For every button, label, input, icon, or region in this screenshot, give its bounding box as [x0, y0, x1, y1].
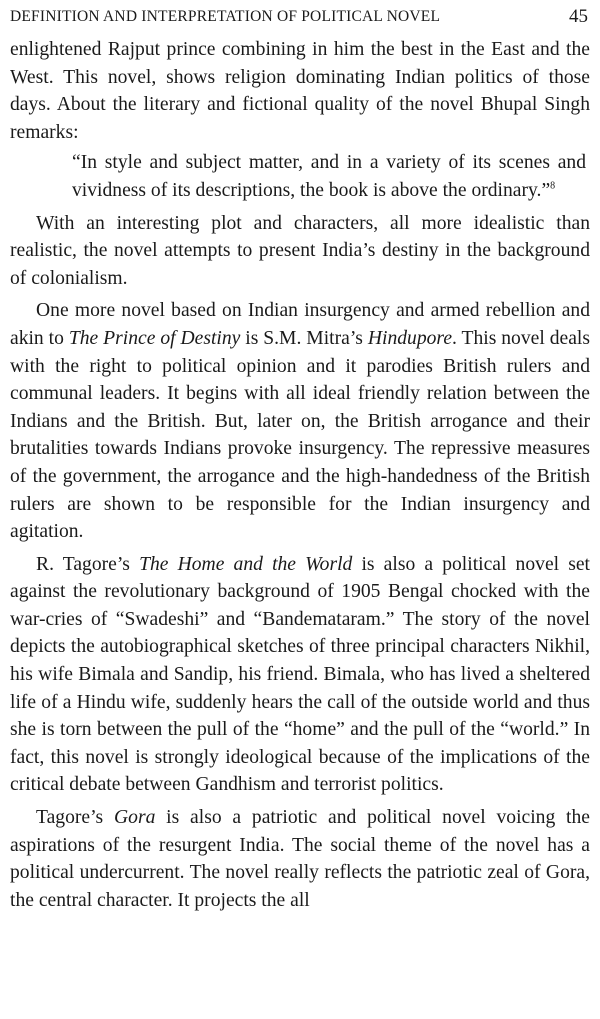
text-segment: R. Tagore’s	[36, 553, 140, 575]
block-quote	[72, 149, 586, 204]
body-text	[10, 36, 590, 914]
italic-title: Hindupore	[367, 327, 453, 349]
running-header	[10, 6, 590, 36]
footnote-marker: 8	[550, 180, 556, 192]
paragraph-continued: enlightened Rajput prince combining in him the best in the East and the West. This novel, shows religion dominating Indian politics of those days. About the literary and fictional quality of the novel Bhupal Singh remarks:	[10, 39, 590, 143]
paragraph-gora	[10, 804, 590, 914]
italic-title: The Home and the World	[139, 553, 353, 575]
running-title: DEFINITION AND INTERPRETATION OF POLITICAL NOVEL	[10, 8, 441, 25]
book-page	[10, 0, 590, 914]
text-segment: Tagore’s	[36, 807, 114, 829]
page-number: 45	[569, 6, 588, 27]
paragraph-home-and-world	[10, 551, 590, 799]
paragraph-plot: With an interesting plot and characters, all more idealistic than realistic, the novel attempts to present India’s destiny in the background of colonialism.	[10, 212, 590, 289]
italic-title: The Prince of Destiny	[68, 327, 241, 349]
paragraph-hindupore	[10, 297, 590, 545]
text-segment: is also a political novel set against the revolutionary background of 1905 Bengal chocked with the war-cries of “Swadeshi” and “Bandemataram.” The story of the novel depicts the autobiographical sketches of three principal characters Nikhil, his wife Bimala and Sandip, his friend. Bimala, who has lived a sheltered life of a Hindu wife, suddenly hears the call of the outside world and thus she is torn between the pull of the “home” and the pull of the “world.” In fact, this novel is strongly ideological because of the implications of the critical debate between Gandhism and terrorist politics.	[10, 553, 590, 796]
text-segment: is also a patriotic and political novel voicing the aspirations of the resurgent India. The social theme of the novel has a political undercurrent. The novel really reflects the patriotic zeal of Gora, the central character. It projects the all	[10, 807, 590, 911]
italic-title: Gora	[114, 807, 156, 829]
text-segment: . This novel deals with the right to political opinion and it parodies British rulers and communal leaders. It begins with all ideal friendly relation between the Indians and the British. But, later on, the British arrogance and their brutalities towards Indians provoke insurgency. The repressive measures of the government, the arrogance and the high-handedness of the British rulers are shown to be responsible for the Indian insurgency and agitation.	[10, 327, 590, 543]
text-segment: is S.M. Mitra’s	[240, 327, 368, 349]
quote-text: “In style and subject matter, and in a variety of its scenes and vividness of its descriptions, the book is above the ordinary.”	[72, 152, 586, 201]
text-segment: One more novel based on Indian insurgency and armed rebellion and akin to	[10, 300, 590, 349]
